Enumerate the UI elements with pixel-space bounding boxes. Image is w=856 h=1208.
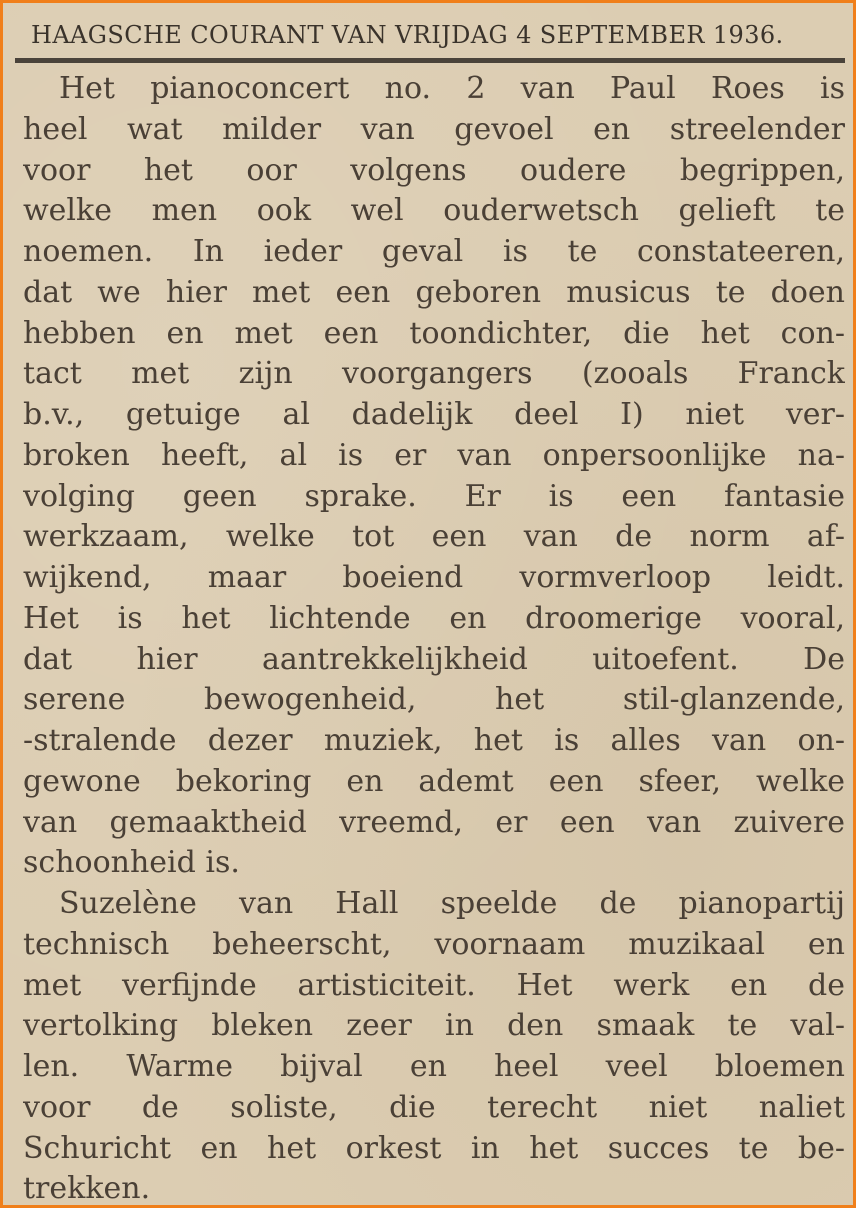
- article-line: schoonheid is.: [23, 845, 240, 881]
- newspaper-masthead: HAAGSCHE COURANT VAN VRIJDAG 4 SEPTEMBER 1936.: [31, 21, 784, 49]
- article-line: dat hier aantrekkelijkheid uitoefent. De: [23, 641, 845, 677]
- article-line: dat we hier met een geboren musicus te doen: [23, 274, 845, 310]
- article-line: werkzaam, welke tot een van de norm af-: [23, 519, 845, 555]
- article-line: Het pianoconcert no. 2 van Paul Roes is: [59, 71, 845, 106]
- article-line: serene bewogenheid, het stil-glanzende,: [23, 682, 845, 718]
- article-line: hebben en met een toondichter, die het con-: [23, 315, 845, 351]
- article-line: voor het oor volgens oudere begrippen,: [23, 152, 845, 188]
- article-line: -stralende dezer muziek, het is alles van on-: [23, 723, 845, 758]
- article-line: broken heeft, al is er van onpersoonlijke na-: [23, 437, 845, 473]
- article-line: vertolking bleken zeer in den smaak te val-: [23, 1008, 845, 1044]
- article-line: welke men ook wel ouderwetsch gelieft te: [23, 193, 845, 229]
- article-line: heel wat milder van gevoel en streelender: [23, 111, 845, 147]
- article-line: Het is het lichtende en droomerige vooral,: [23, 600, 845, 636]
- article-line: wijkend, maar boeiend vormverloop leidt.: [23, 560, 845, 595]
- article-line: gewone bekoring en ademt een sfeer, welke: [23, 763, 845, 799]
- article-line: met verfijnde artisticiteit. Het werk en de: [23, 967, 845, 1003]
- article-line: b.v., getuige al dadelijk deel I) niet ver-: [23, 397, 845, 432]
- masthead-rule: [15, 58, 845, 63]
- article-line: volging geen sprake. Er is een fantasie: [23, 478, 845, 514]
- article-body: [23, 69, 845, 1208]
- article-line: van gemaaktheid vreemd, er een van zuivere: [23, 804, 845, 840]
- article-line: voor de soliste, die terecht niet naliet: [23, 1089, 845, 1125]
- article-line: Suzelène van Hall speelde de pianopartij: [59, 886, 845, 921]
- article-line: noemen. In ieder geval is te constateeren,: [23, 234, 845, 269]
- article-line: Schuricht en het orkest in het succes te be-: [23, 1130, 845, 1166]
- article-line: len. Warme bijval en heel veel bloemen: [23, 1049, 845, 1084]
- article-line: tact met zijn voorgangers (zooals Franck: [23, 356, 845, 392]
- article-line: trekken.: [23, 1171, 151, 1207]
- article-line: technisch beheerscht, voornaam muzikaal en: [23, 926, 845, 962]
